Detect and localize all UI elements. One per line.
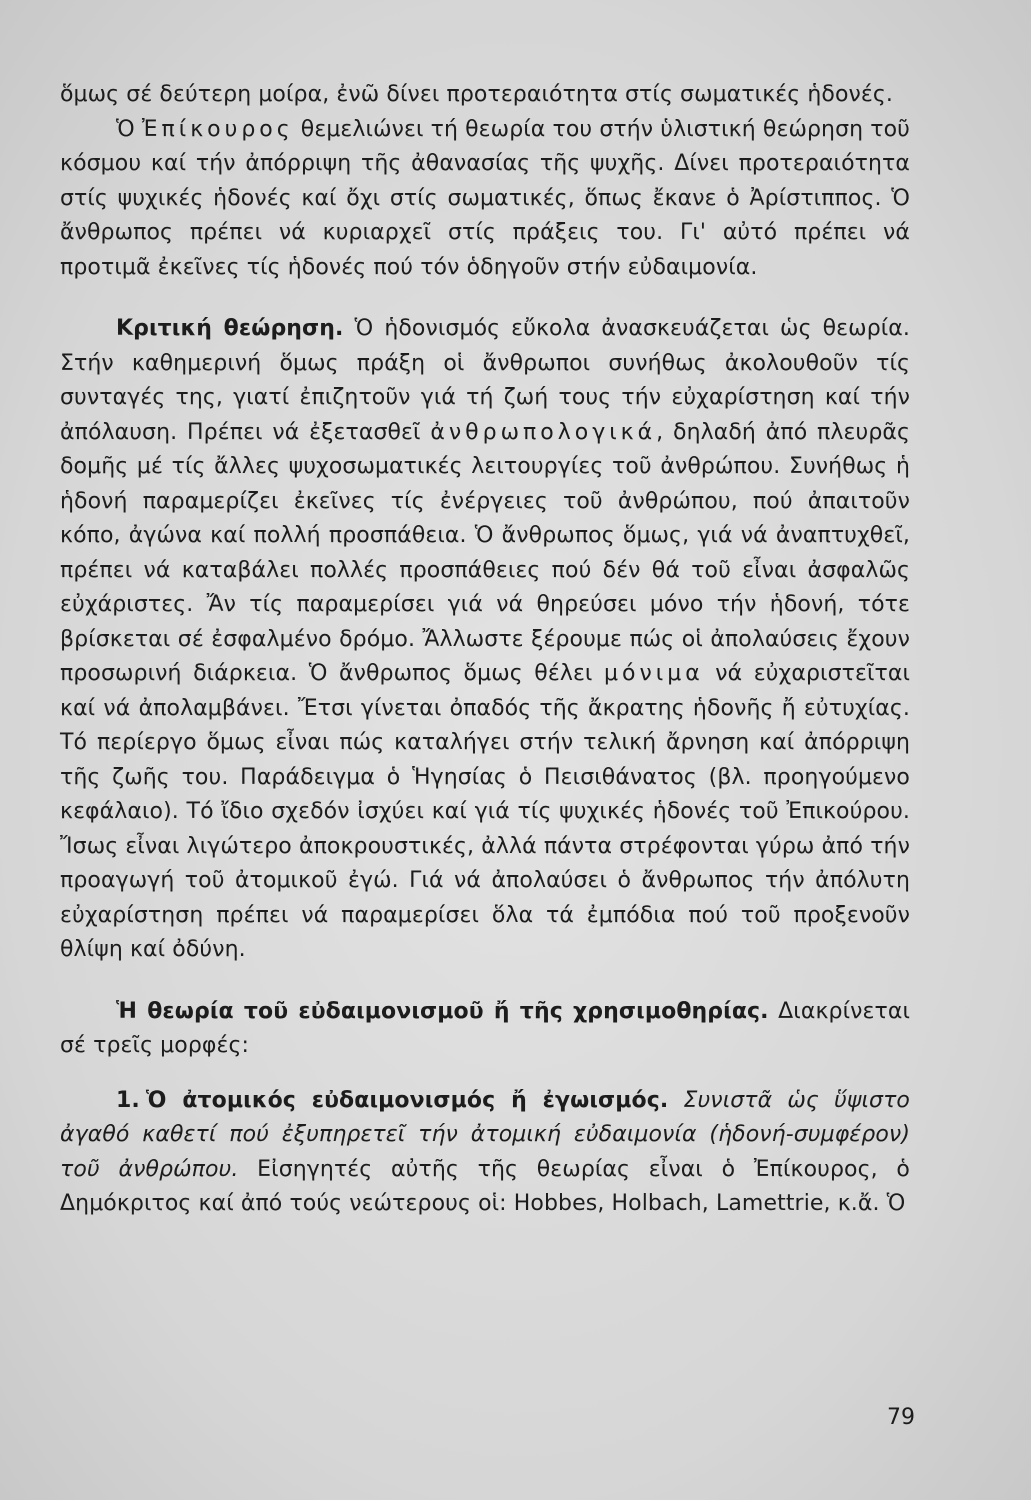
paragraph-individual-eudaimonism: 1. Ὁ ἀτομικός εὐδαιμονισμός ἤ ἐγωισμός. Συνιστᾶ ὡς ὕψιστο ἀγαθό καθετί πού ἐξυπηρετεῖ τήν ἀτομική εὐδαιμονία (ἡδονή-συμφέρον) τοῦ ἀνθρώπου. Εἰσηγητές αὐτῆς τῆς θεωρίας εἶναι ὁ Ἐπίκουρος, ὁ Δημόκριτος καί ἀπό τούς νεώτερους οἱ: Hobbes, Holbach, Lamettrie, κ.ἄ. Ὁ [60,1087,910,1216]
section-heading-critique: Κριτική θεώρηση. [116,316,344,341]
paragraph-1: ὅμως σέ δεύτερη μοίρα, ἐνῶ δίνει προτεραιότητα στίς σωματικές ἡδονές. [60,82,894,107]
page-number: 79 [887,1405,915,1430]
emphasized-name: Ἐπίκουρος [141,116,294,142]
section-heading-eudaimonism: Ἡ θεωρία τοῦ εὐδαιμονισμοῦ ἤ τῆς χρησιμοθηρίας. [116,998,769,1024]
paragraph-gap [60,1064,910,1084]
paragraph-gap [60,968,910,995]
subsection-heading: Ὁ ἀτομικός εὐδαιμονισμός ἤ ἐγωισμός. [145,1087,669,1113]
emphasized-word: ἀνθρωπολογικά [430,419,657,445]
paragraph-critique: Κριτική θεώρηση. Ὁ ἡδονισμός εὔκολα ἀνασκευάζεται ὡς θεωρία. Στήν καθημερινή ὅμως πράξη οἱ ἄνθρωποι συνήθως ἀκολουθοῦν τίς συνταγές της, γιατί ἐπιζητοῦν γιά τή ζωή τους τήν εὐχαρίστηση καί τήν ἀπόλαυση. Πρέπει νά ἐξετασθεῖ ἀνθρωπολογικά, δηλαδή ἀπό πλευρᾶς δομῆς μέ τίς ἄλλες ψυχοσωματικές λειτουργίες τοῦ ἀνθρώπου. Συνήθως ἡ ἡδονή παραμερίζει ἐκεῖνες τίς ἐνέργειες τοῦ ἀνθρώπου, πού ἀπαιτοῦν κόπο, ἀγώνα καί πολλή προσπάθεια. Ὁ ἄνθρωπος ὅμως, γιά νά ἀναπτυχθεῖ, πρέπει νά καταβάλει πολλές προσπάθειες πού δέν θά τοῦ εἶναι ἀσφαλῶς εὐχάριστες. Ἄν τίς παραμερίσει γιά νά θηρεύσει μόνο τήν ἡδονή, τότε βρίσκεται σέ ἐσφαλμένο δρόμο. Ἄλλωστε ξέρουμε πώς οἱ ἀπολαύσεις ἔχουν προσωρινή διάρκεια. Ὁ ἄνθρωπος ὅμως θέλει μόνιμα νά εὐχαριστεῖται καί νά ἀπολαμβάνει. Ἔτσι γίνεται ὀπαδός τῆς ἄκρατης ἡδονῆς ἤ εὐτυχίας. Τό περίεργο ὅμως εἶναι πώς καταλήγει στήν τελική ἄρνηση καί ἀπόρριψη τῆς ζωῆς του. Παράδειγμα ὁ Ἡγησίας ὁ Πεισιθάνατος (βλ. προηγούμενο κεφάλαιο). Τό ἴδιο σχεδόν ἰσχύει καί γιά τίς ψυχικές ἡδονές τοῦ Ἐπικούρου. Ἴσως εἶναι λιγώτερο ἀποκρουστικές, ἀλλά πάντα στρέφονται γύρω ἀπό τήν προαγωγή τοῦ ἀτομικοῦ ἐγώ. Γιά νά ἀπολαύσει ὁ ἄνθρωπος τήν ἀπόλυτη εὐχαρίστηση πρέπει νά παραμερίσει ὅλα τά ἐμπόδια πού τοῦ προξενοῦν θλίψη καί ὀδύνη. [60,316,910,962]
body-text [60,78,910,1222]
paragraph-gap [60,285,910,312]
list-number: 1. [116,1087,140,1113]
paragraph-epicurus: Ὁ Ἐπίκουρος θεμελιώνει τή θεωρία του στήν ὑλιστική θεώρηση τοῦ κόσμου καί τήν ἀπόρριψη τῆς ἀθανασίας τῆς ψυχῆς. Δίνει προτεραιότητα στίς ψυχικές ἡδονές καί ὄχι στίς σωματικές, ὅπως ἔκανε ὁ Ἀρίστιππος. Ὁ ἄνθρωπος πρέπει νά κυριαρχεῖ στίς πράξεις του. Γι' αὐτό πρέπει νά προτιμᾶ ἐκεῖνες τίς ἡδονές πού τόν ὁδηγοῦν στήν εὐδαιμονία. [60,116,910,280]
italic-definition: Συνιστᾶ ὡς ὕψιστο ἀγαθό καθετί πού ἐξυπηρετεῖ τήν ἀτομική εὐδαιμονία (ἡδονή-συμφέρον) τοῦ ἀνθρώπου. [60,1087,910,1182]
emphasized-word: μόνιμα [604,661,704,686]
paragraph-eudaimonism: Ἡ θεωρία τοῦ εὐδαιμονισμοῦ ἤ τῆς χρησιμοθηρίας. Διακρίνεται σέ τρεῖς μορφές: [60,998,910,1058]
